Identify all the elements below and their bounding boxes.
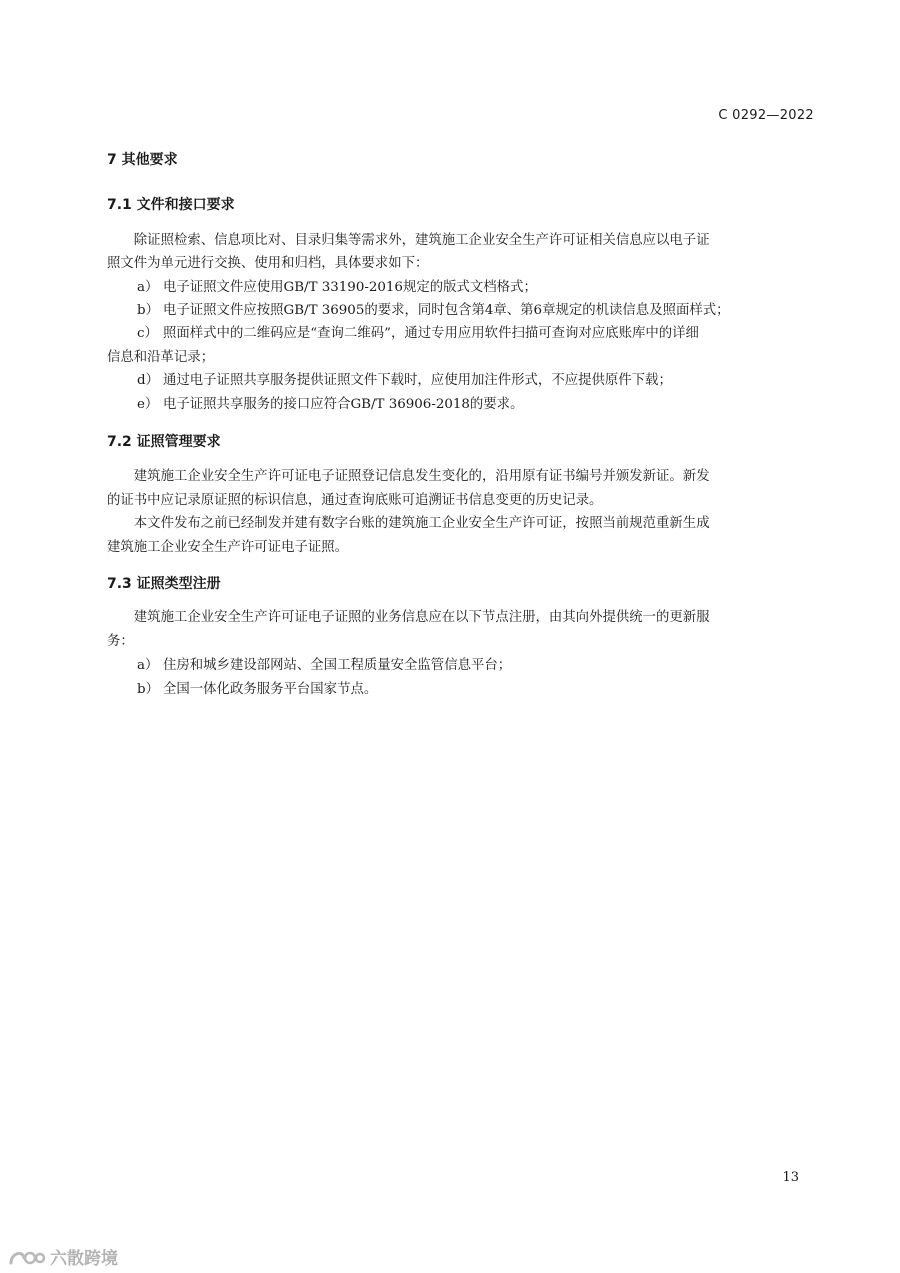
list-item-text: 全国一体化政务服务平台国家节点。 — [163, 682, 378, 697]
list-item — [137, 322, 813, 346]
list-item-tag: a） — [137, 280, 159, 295]
section-7-2-title: 7.2 证照管理要求 — [107, 434, 221, 450]
list-item-text: 住房和城乡建设部网站、全国工程质量安全监管信息平台； — [163, 658, 512, 673]
list-item-text: 电子证照文件应使用GB/T 33190-2016规定的版式文档格式； — [163, 280, 537, 295]
list-item — [137, 654, 813, 678]
list-item-tag: b） — [137, 303, 159, 318]
page-number: 13 — [782, 1170, 799, 1185]
list-item — [137, 369, 813, 393]
s7-3-para1-line1: 建筑施工企业安全生产许可证电子证照的业务信息应在以下节点注册，由其向外提供统一的更新服 — [133, 610, 710, 625]
logo-icon — [8, 1246, 46, 1268]
s7-2-para1-line2: 的证书中应记录原证照的标识信息，通过查询底账可追溯证书信息变更的历史记录。 — [107, 493, 603, 508]
section-7-title: 7 其他要求 — [107, 152, 178, 168]
list-item — [137, 678, 813, 702]
s7-1-intro-line1: 除证照检索、信息项比对、目录归集等需求外，建筑施工企业安全生产许可证相关信息应以电子证 — [133, 233, 710, 248]
s7-3-para1-line2: 务： — [107, 634, 134, 649]
section-7-1-title: 7.1 文件和接口要求 — [107, 197, 235, 213]
list-item-tag: c） — [137, 326, 158, 341]
list-item-tag: b） — [137, 682, 159, 697]
watermark-text: 六散跨境 — [50, 1249, 118, 1269]
s7-1-intro-line2: 照文件为单元进行交换、使用和归档，具体要求如下： — [107, 256, 429, 271]
list-item — [137, 276, 813, 300]
list-item — [137, 299, 813, 323]
list-item-text: 电子证照共享服务的接口应符合GB/T 36906-2018的要求。 — [163, 397, 524, 412]
section-7-3-title: 7.3 证照类型注册 — [107, 576, 221, 592]
s7-2-para2-line1: 本文件发布之前已经制发并建有数字台账的建筑施工企业安全生产许可证，按照当前规范重新生成 — [133, 516, 710, 531]
list-item-text: 通过电子证照共享服务提供证照文件下载时，应使用加注件形式，不应提供原件下载； — [163, 373, 672, 388]
list-item-tag: d） — [137, 373, 159, 388]
list-item-tag: e） — [137, 397, 159, 412]
s7-2-para1-line1: 建筑施工企业安全生产许可证电子证照登记信息发生变化的，沿用原有证书编号并颁发新证。新发 — [133, 469, 710, 484]
list-item-text: 电子证照文件应按照GB/T 36905的要求，同时包含第4章、第6章规定的机读信息及照面样式； — [163, 303, 730, 318]
list-item-continuation: 信息和沿革记录； — [107, 350, 215, 365]
list-item — [137, 393, 813, 417]
list-item-tag: a） — [137, 658, 159, 673]
s7-2-para2-line2: 建筑施工企业安全生产许可证电子证照。 — [107, 540, 349, 555]
list-item-text: 照面样式中的二维码应是“查询二维码”，通过专用应用软件扫描可查询对应底账库中的详细 — [163, 326, 699, 341]
standard-code: C 0292—2022 — [718, 108, 814, 123]
watermark — [8, 1244, 118, 1269]
